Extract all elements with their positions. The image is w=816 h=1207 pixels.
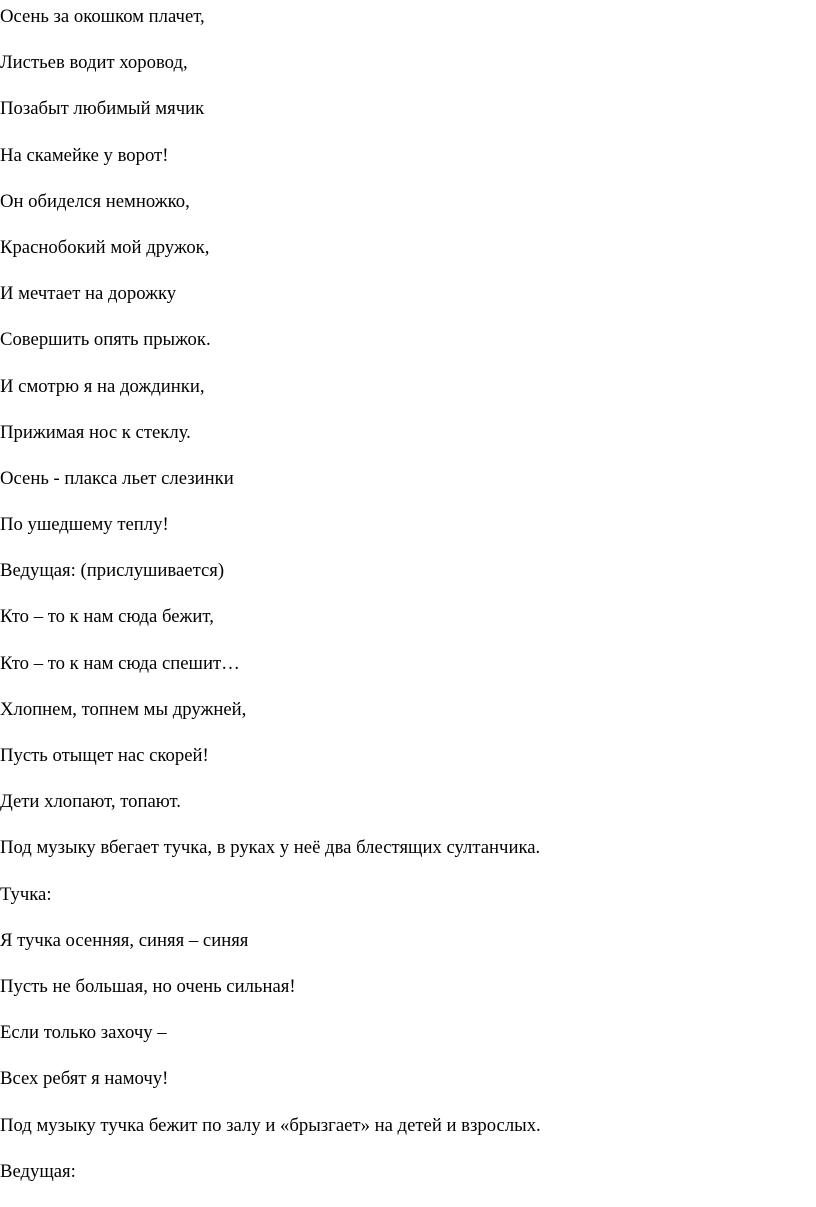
text-line: Осень за окошком плачет,	[0, 6, 205, 27]
text-line: На скамейке у ворот!	[0, 144, 169, 166]
text-line: Позабыт любимый мячик	[0, 98, 205, 120]
speaker-line: Ведущая:	[0, 1160, 76, 1182]
text-line: Кто – то к нам сюда бежит,	[0, 606, 214, 628]
text-line: Всех ребят я намочу!	[0, 1068, 169, 1090]
stage-direction: Под музыку вбегает тучка, в руках у неё два блестящих султанчика.	[0, 837, 541, 859]
text-line: Я тучка осенняя, синяя – синяя	[0, 929, 249, 951]
stage-direction: Под музыку тучка бежит по залу и «брызгает» на детей и взрослых.	[0, 1114, 541, 1136]
text-line: Хлопнем, топнем мы дружней,	[0, 698, 247, 720]
text-line: Краснобокий мой дружок,	[0, 236, 210, 258]
text-line: По ушедшему теплу!	[0, 514, 169, 536]
text-line: Пусть не большая, но очень сильная!	[0, 975, 296, 997]
text-line: И мечтает на дорожку	[0, 283, 177, 305]
text-line: Пусть отыщет нас скорей!	[0, 745, 209, 766]
text-line: Листьев водит хоровод,	[0, 52, 188, 74]
text-line: Прижимая нос к стеклу.	[0, 421, 191, 443]
text-line: Осень - плакса льет слезинки	[0, 467, 234, 489]
speaker-line: Тучка:	[0, 883, 52, 905]
text-line: Совершить опять прыжок.	[0, 329, 211, 351]
speaker-line: Ведущая: (прислушивается)	[0, 560, 225, 582]
text-line: Он обиделся немножко,	[0, 190, 190, 212]
text-line: Кто – то к нам сюда спешит…	[0, 652, 240, 674]
stage-direction: Дети хлопают, топают.	[0, 791, 181, 813]
document-text	[0, 6, 816, 1207]
text-line: И смотрю я на дождинки,	[0, 375, 205, 397]
text-line: Если только захочу –	[0, 1022, 167, 1044]
